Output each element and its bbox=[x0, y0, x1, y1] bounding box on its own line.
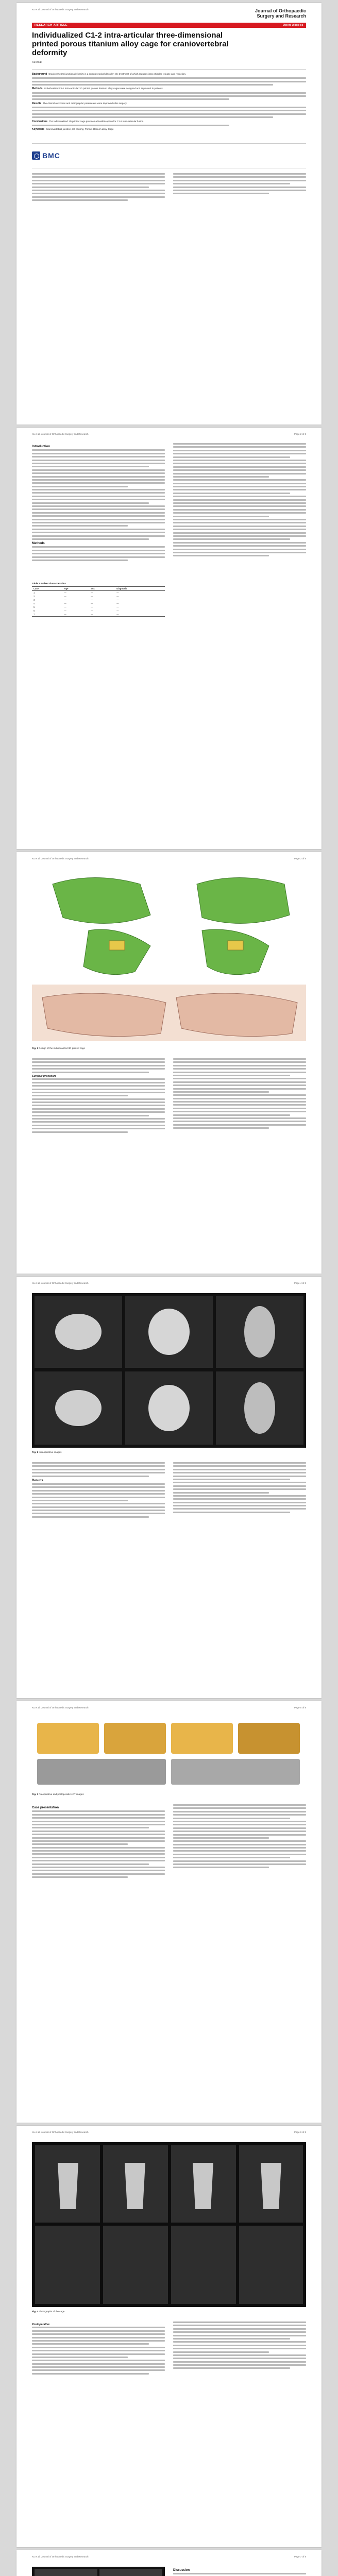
vertebra-model bbox=[197, 878, 290, 924]
figure-2 bbox=[32, 1293, 306, 1448]
fig1-caption: Fig. 1 Design of the individualized 3D printed cage bbox=[32, 1047, 85, 1049]
table-row: 2 — — — bbox=[33, 595, 119, 598]
article-title: Individualized C1-2 intra-articular three-dimensional printed porous titanium alloy cage for craniovertebral deformity bbox=[32, 31, 229, 57]
vertebra-model bbox=[53, 878, 150, 924]
page-2: Xu et al. Journal of Orthopaedic Surgery and Research Page 2 of 8 Introduction Methods Table 1 Patient characteristics Case Age Sex Diagnosis 1 — — — 2 — — — 3 — — — 4 — — — 5 — — — 6 — — — 7 — — — bbox=[16, 428, 322, 849]
page6-col-right bbox=[173, 2321, 306, 2371]
page7-col-right: Discussion bbox=[173, 2567, 306, 2576]
abstract bbox=[32, 69, 306, 144]
figure-3 bbox=[32, 1718, 306, 1790]
page3-col-left: Surgical procedure bbox=[32, 1058, 165, 1134]
cage-implant bbox=[228, 941, 243, 950]
cage-implant bbox=[109, 941, 125, 950]
page-6: Xu et al. Journal of Orthopaedic Surgery and Research Page 6 of 8 Fig. 4 Photographs of the cage Postoperative bbox=[16, 2126, 322, 2547]
page4-col-right bbox=[173, 1462, 306, 1515]
page2-col-right bbox=[173, 443, 306, 558]
author-list: Xu et al. bbox=[32, 61, 43, 64]
abstract-results: Results The clinical outcomes and radiographic parameters were improved after surgery. bbox=[32, 101, 127, 105]
page5-col-right bbox=[173, 1804, 306, 1870]
page1-body-right bbox=[173, 173, 306, 196]
table-row: 4 — — — bbox=[33, 602, 119, 605]
table-row: 3 — — — bbox=[33, 599, 119, 601]
page5-col-left: Case presentation bbox=[32, 1804, 165, 1880]
article-type-bar bbox=[32, 23, 306, 28]
page1-body-left bbox=[32, 173, 165, 203]
page-7: Xu et al. Journal of Orthopaedic Surgery and Research Page 7 of 8 Discussion bbox=[16, 2550, 322, 2576]
page-4: Xu et al. Journal of Orthopaedic Surgery and Research Page 4 of 8 Fig. 2 Intraoperative images Results bbox=[16, 1277, 322, 1698]
page3-col-right bbox=[173, 1058, 306, 1131]
fig3-caption: Fig. 3 Preoperative and postoperative CT images bbox=[32, 1793, 84, 1795]
bmc-logo: BMC bbox=[32, 151, 60, 160]
bmc-icon bbox=[32, 151, 40, 160]
page-1 bbox=[16, 3, 322, 425]
table-1: Table 1 Patient characteristics Case Age Sex Diagnosis 1 — — — 2 — — — 3 — — — 4 — — — 5 — — — 6 — — — 7 — — — bbox=[32, 582, 165, 617]
abstract-methods: Methods Individualized C1-2 intra-articular 3D printed porous titanium alloy cages were designed and implanted in patients. bbox=[32, 87, 163, 91]
citation: Xu et al. Journal of Orthopaedic Surgery and Research bbox=[32, 8, 89, 11]
table-row: 5 — — — bbox=[33, 606, 119, 608]
table-row: 1 — — — bbox=[33, 591, 119, 594]
figure-4 bbox=[32, 2142, 306, 2307]
table-row: 6 — — — bbox=[33, 609, 119, 612]
page2-col-left: Introduction Methods bbox=[32, 443, 165, 563]
table-row: 7 — — — bbox=[32, 613, 165, 617]
figure-5 bbox=[32, 2567, 165, 2576]
journal-title: Journal of Orthopaedic Surgery and Research bbox=[255, 8, 306, 19]
abstract-conclusions: Conclusions The individualized 3D printed cage provides a feasible option for C1-2 intra-articular fusion. bbox=[32, 120, 144, 123]
figure-1 bbox=[32, 869, 306, 1044]
article-type: RESEARCH ARTICLE bbox=[35, 24, 68, 27]
fig2-caption: Fig. 2 Intraoperative images bbox=[32, 1451, 62, 1453]
page-3: Xu et al. Journal of Orthopaedic Surgery and Research Page 3 of 8 Fig. 1 Design of the individualized 3D printed cage Surgical procedure bbox=[16, 852, 322, 1274]
page4-col-left: Results bbox=[32, 1462, 165, 1519]
page-5: Xu et al. Journal of Orthopaedic Surgery and Research Page 5 of 8 Fig. 3 Preoperative and postoperative CT images Case presentation bbox=[16, 1701, 322, 2123]
abstract-keywords: Keywords Craniovertebral junction, 3D printing, Porous titanium alloy, Cage bbox=[32, 128, 114, 131]
page6-col-left: Postoperative bbox=[32, 2321, 165, 2376]
open-access-badge: Open Access bbox=[282, 24, 303, 27]
fig4-caption: Fig. 4 Photographs of the cage bbox=[32, 2310, 65, 2313]
abstract-background: Background Craniovertebral junction deformity is a complex spinal disorder; the treatment of which requires intra-articular release and reduction. bbox=[32, 73, 187, 76]
